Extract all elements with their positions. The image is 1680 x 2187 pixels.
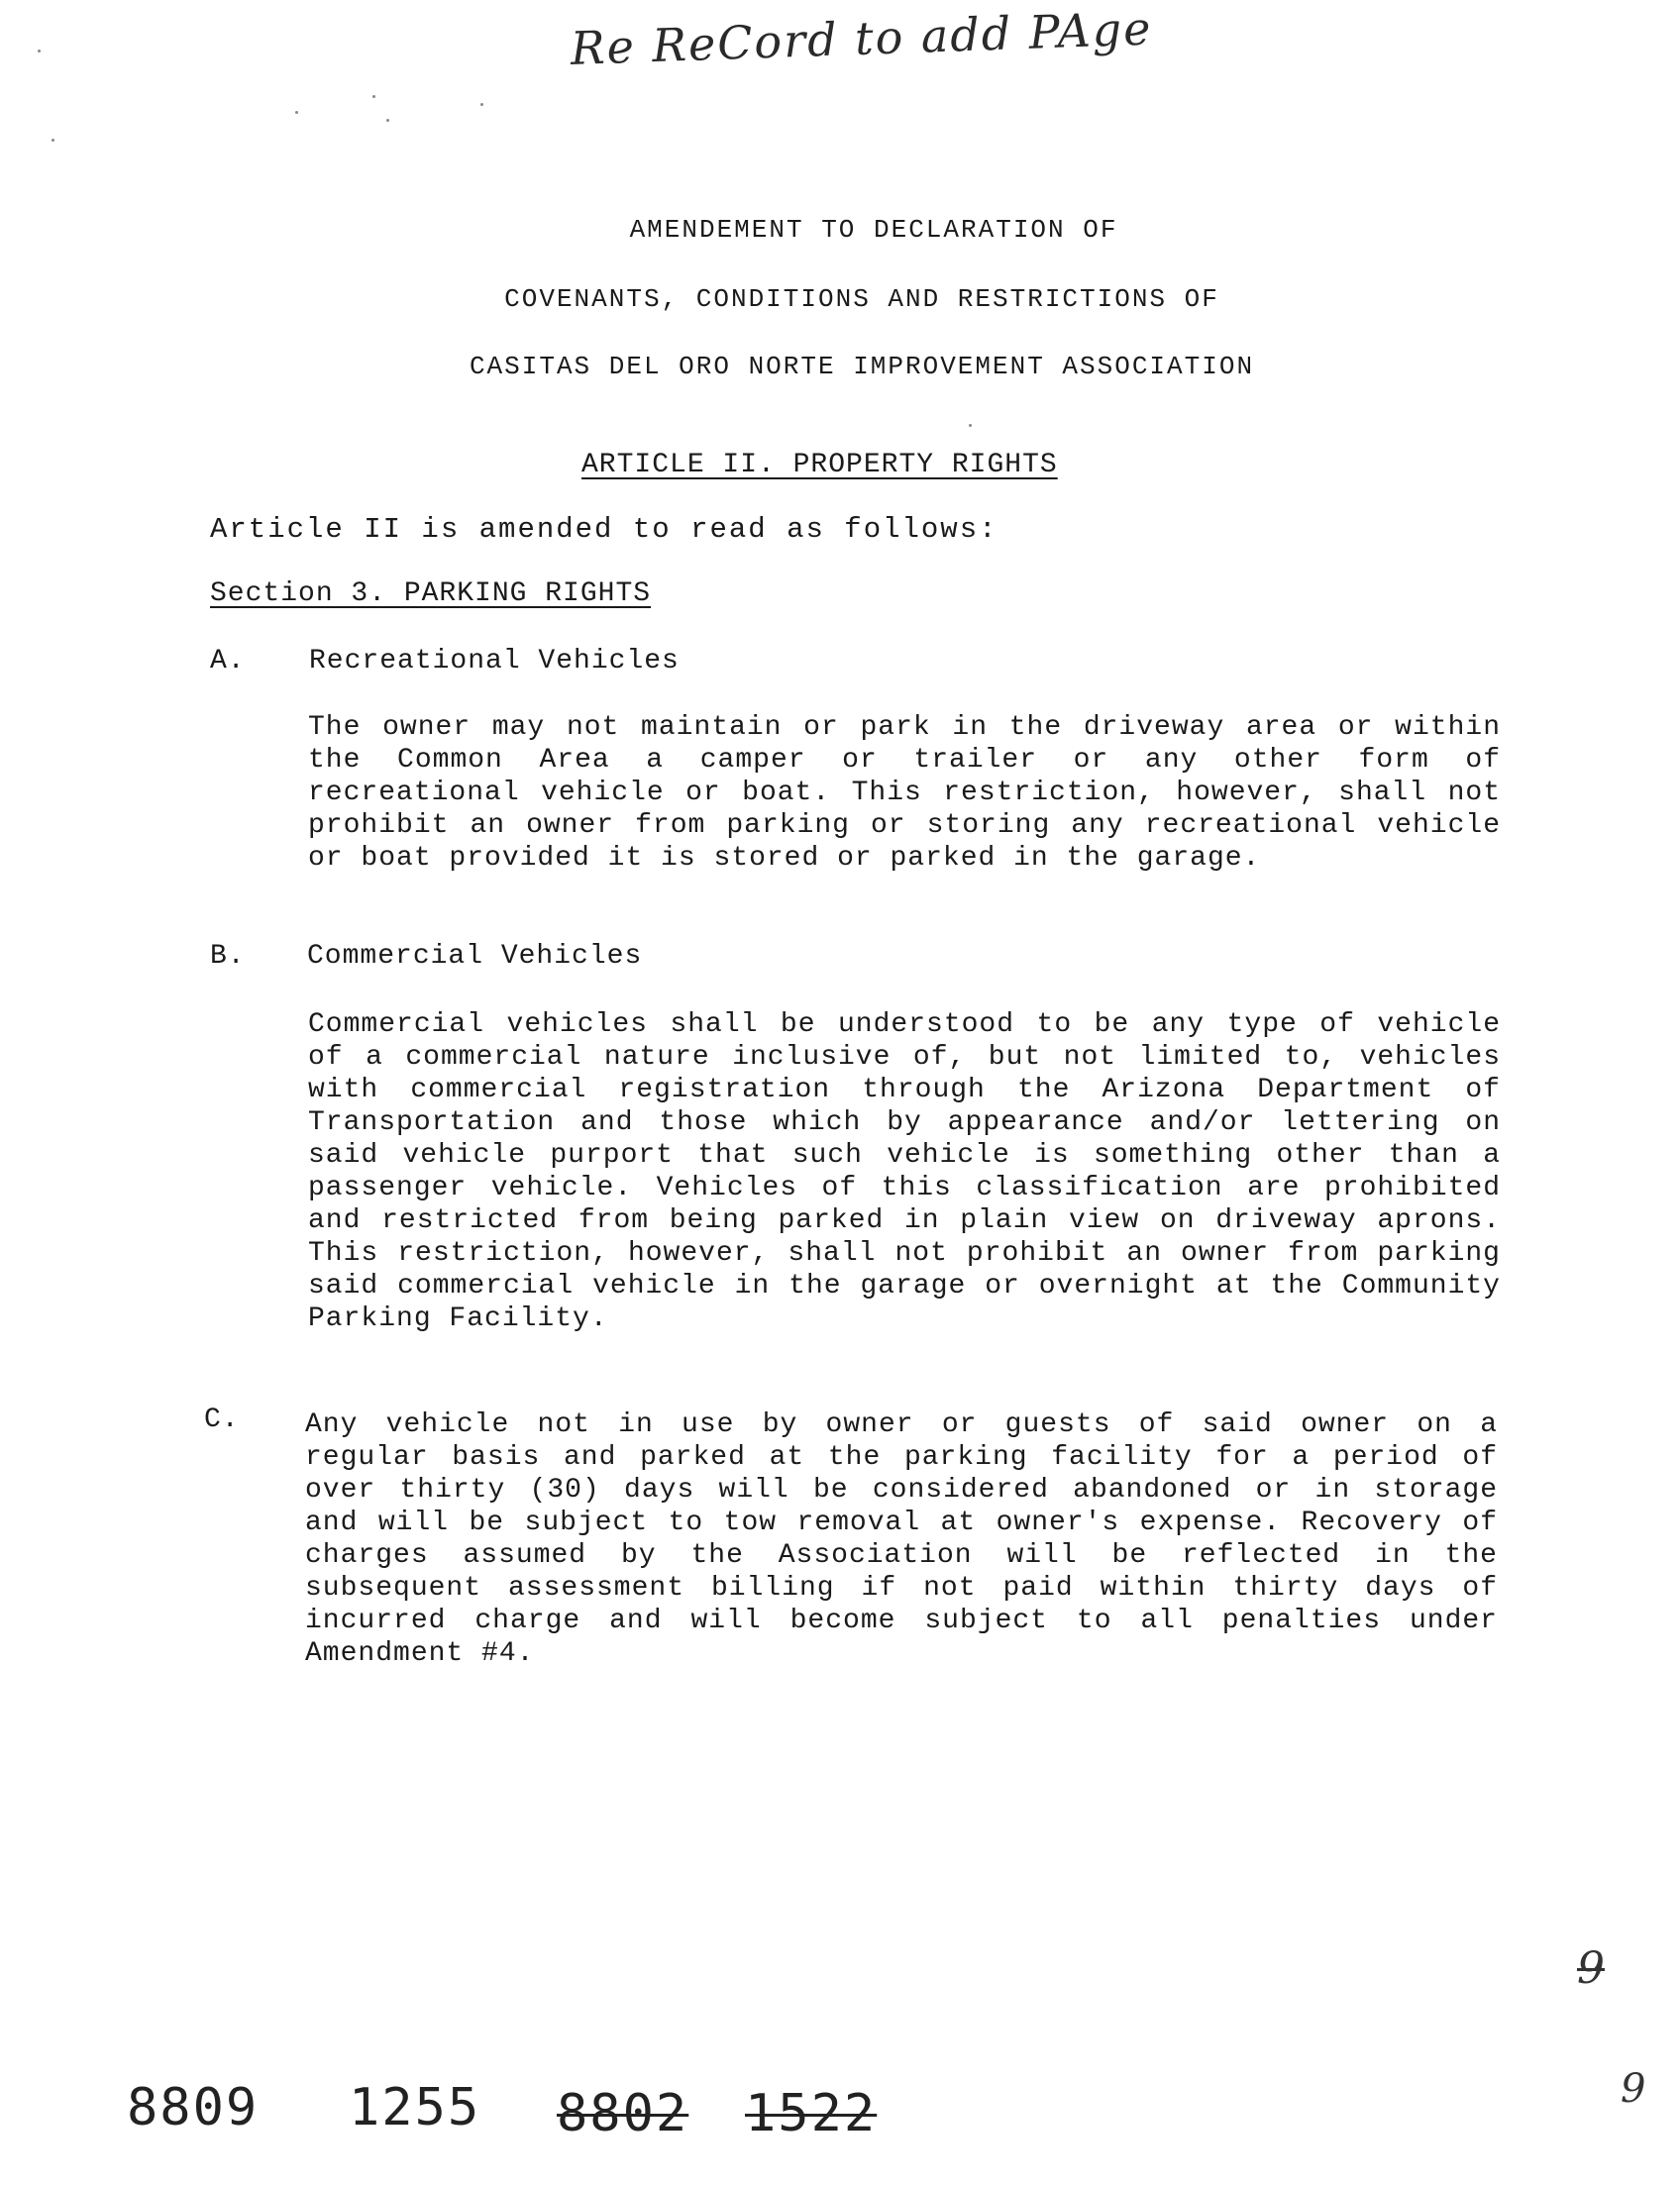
- corner-mark: 9: [1621, 2066, 1646, 2112]
- item-body-c: Any vehicle not in use by owner or guests of said owner on a regular basis and parked at the parking facility for a period of over thirty (30) days will be considered abandoned or in storage and will be subject to tow removal at owner's expense. Recovery of charges assumed by the Association will be reflected in the subsequent assessment billing if not paid within thirty days of incurred charge and will become subject to all penalties under Amendment #4.: [305, 1409, 1498, 1669]
- scan-speck: [38, 50, 41, 52]
- scan-speck: [372, 95, 375, 98]
- handwritten-note: Re ReCord to add PAge: [570, 1, 1154, 75]
- title-line-1: AMENDEMENT TO DECLARATION OF: [629, 215, 1118, 245]
- item-label-a: A.: [210, 646, 246, 677]
- item-heading-a: Recreational Vehicles: [309, 646, 680, 677]
- intro-text: Article II is amended to read as follows:: [210, 513, 998, 546]
- scan-speck: [480, 103, 483, 106]
- item-label-c: C.: [204, 1405, 240, 1435]
- margin-mark-text: 9: [1577, 1943, 1605, 1994]
- scan-speck: [52, 139, 54, 142]
- recording-page-number: 1255: [349, 2078, 481, 2137]
- recording-docket-number: 8809: [127, 2078, 260, 2137]
- title-line-2: COVENANTS, CONDITIONS AND RESTRICTIONS OF: [504, 284, 1219, 314]
- scan-speck: [295, 111, 298, 114]
- item-label-b: B.: [210, 941, 246, 972]
- scan-speck: [386, 119, 389, 122]
- struck-old-page-number: 1522: [745, 2084, 878, 2143]
- item-heading-b: Commercial Vehicles: [307, 941, 643, 972]
- item-body-a: The owner may not maintain or park in the driveway area or within the Common Area a camper or trailer or any other form of recreational vehicle or boat. This restriction, however, shall not prohibit an owner from parking or storing any recreational vehicle or boat provided it is stored or parked in the garage.: [308, 712, 1501, 874]
- article-heading: ARTICLE II. PROPERTY RIGHTS: [581, 450, 1058, 480]
- struck-old-docket-number: 8802: [557, 2084, 689, 2143]
- scan-speck: [969, 424, 972, 427]
- title-line-3: CASITAS DEL ORO NORTE IMPROVEMENT ASSOCIATION: [469, 352, 1255, 381]
- section-heading: Section 3. PARKING RIGHTS: [210, 578, 652, 609]
- item-body-b: Commercial vehicles shall be understood to be any type of vehicle of a commercial nature inclusive of, but not limited to, vehicles with commercial registration through the Arizona Department of Transportation and those which by appearance and/or lettering on said vehicle purport that such vehicle is something other than a passenger vehicle. Vehicles of this classification are prohibited and restricted from being parked in plain view on driveway aprons. This restriction, however, shall not prohibit an owner from parking said commercial vehicle in the garage or overnight at the Community Parking Facility.: [308, 1009, 1501, 1334]
- margin-mark-struck: [1577, 1943, 1605, 1994]
